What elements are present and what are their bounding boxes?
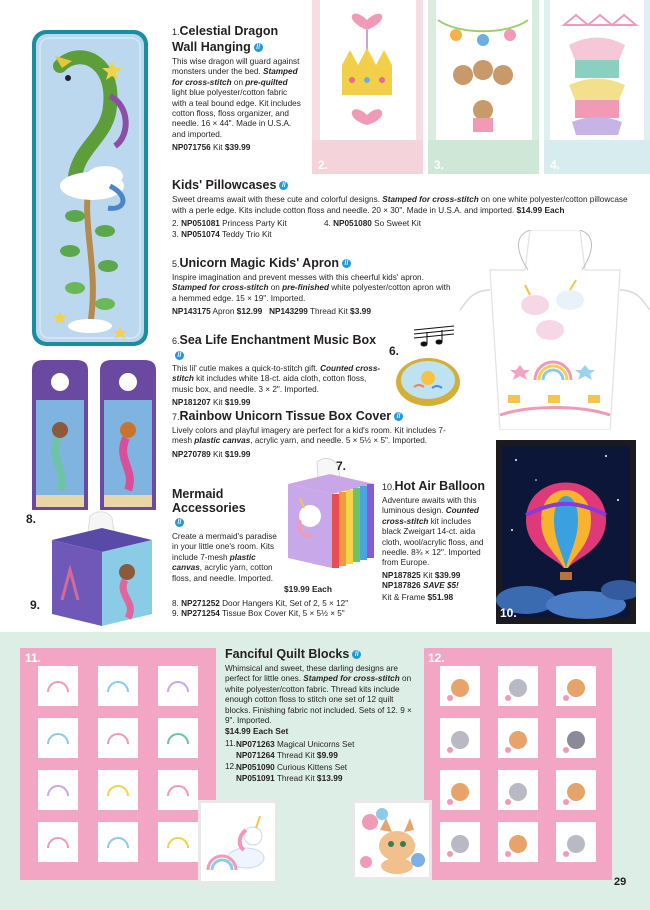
photo-label-11: 11. — [25, 651, 42, 665]
list-item: 4. NP051080 So Sweet Kit — [324, 218, 421, 228]
kitten-quilt-photo — [424, 648, 612, 880]
product-10-order: NP187825 Kit $39.99 NP187826 SAVE $5! Kit & Frame $51.98 — [382, 569, 461, 602]
product-10-block — [382, 479, 492, 603]
product-8-list — [172, 599, 382, 620]
mermaid-door-hangers-photo — [28, 360, 160, 520]
photo-label-10: 10. — [500, 606, 517, 620]
product-6-order: NP181207 Kit $19.99 — [172, 397, 251, 408]
product-8-title: Mermaid Accessories// — [172, 487, 246, 526]
product-5-desc: Inspire imagination and prevent messes with this cheerful kids' apron. Stamped for cross-stitch on pre-finished white polyester/cotton apron with a hemmed edge. 15 × 19". Imported. — [172, 273, 451, 303]
product-6-block — [172, 333, 384, 409]
photo-label-5: 5. — [463, 232, 474, 246]
new-badge-icon: // — [279, 181, 288, 190]
product-1-sku: NP071756 — [172, 143, 211, 153]
product-5-order: NP143175 Apron $12.99 NP143299 Thread Kit $3.99 — [172, 306, 371, 317]
page-number: 29 — [614, 876, 627, 888]
new-badge-icon: // — [254, 43, 263, 52]
product-2-title: Kids' Pillowcases // — [172, 178, 632, 192]
dragon-wall-hanging-photo — [20, 26, 158, 354]
product-10-desc: Adventure awaits with this luminous design. Counted cross-stitch kit includes black Zweigart 14-ct. aida cloth, wool/acrylic floss, and needle. 8¾ × 12". Imported from Europe. — [382, 496, 484, 568]
photo-label-4: 4. — [550, 158, 561, 172]
unicorn-quilt-photo — [20, 648, 216, 880]
music-box-photo — [384, 322, 464, 414]
new-badge-icon: // — [342, 259, 351, 268]
product-7-title: 7.Rainbow Unicorn Tissue Box Cover // — [172, 409, 464, 424]
pillowcase-photo-4 — [544, 0, 650, 174]
photo-label-8: 8. — [26, 512, 37, 526]
product-1-title-text: Celestial Dragon Wall Hanging — [172, 24, 279, 54]
product-7-block — [172, 409, 464, 460]
product-6-desc: This lil' cutie makes a quick-to-stitch gift. Counted cross-stitch kit includes white 18-ct. aida cloth, cotton floss, music box, and needle. 3 × 2". Imported. — [172, 364, 381, 394]
product-1-block — [172, 24, 302, 154]
product-11-price: $14.99 Each Set — [225, 726, 289, 737]
list-item: 11. NP071263 Magical Unicorns Set — [225, 738, 355, 749]
product-1-num: 1. — [172, 27, 180, 37]
product-11-title: Fanciful Quilt Blocks // — [225, 647, 417, 661]
product-1-desc: This wise dragon will guard against monsters under the bed. Stamped for cross-stitch on pre-quilted light blue polyester/cotton fabric with a teal bound edge. Kit includes cotton floss, floss organizer, and needle. 16 × 44". Made in U.S.A. and imported. — [172, 57, 301, 139]
photo-label-12: 12. — [428, 651, 445, 665]
hot-air-balloon-photo — [496, 440, 636, 624]
photo-label-3: 3. — [434, 158, 445, 172]
list-item: NP051091 Thread Kit $13.99 — [236, 773, 343, 784]
new-badge-icon: // — [175, 351, 184, 360]
list-item: 12. NP051090 Curious Kittens Set — [225, 761, 348, 772]
product-2-price: $14.99 Each — [516, 205, 565, 216]
list-item: 3. NP051074 Teddy Trio Kit — [172, 229, 272, 239]
product-7-desc: Lively colors and playful imagery are perfect for a kid's room. Kit includes 7-mesh plastic canvas, acrylic yarn, and needle. 5 × 5½ × 5". Imported. — [172, 426, 446, 446]
kitten-block-closeup-photo — [352, 800, 432, 880]
product-2-desc: Sweet dreams await with these cute and colorful designs. Stamped for cross-stitch on one white polyester/cotton pillowcase with a perle edge. Kits include cotton floss and needle. 20 × 30". Made in U.S.A. and imported. $14.99 Each — [172, 195, 628, 216]
list-item: NP071264 Thread Kit $9.99 — [236, 750, 338, 761]
product-8-price: $19.99 Each — [284, 584, 332, 594]
pillowcase-photo-3 — [428, 0, 539, 174]
list-item: 8. NP271252 Door Hangers Kit, Set of 2, 5 × 12" — [172, 599, 349, 608]
photo-label-2: 2. — [318, 158, 329, 172]
product-1-title — [172, 24, 302, 55]
photo-label-6: 6. — [389, 344, 400, 358]
product-6-title: 6.Sea Life Enchantment Music Box// — [172, 333, 377, 359]
product-7-order: NP270789 Kit $19.99 — [172, 448, 251, 459]
product-8-block — [172, 487, 382, 584]
list-item: 9. NP271254 Tissue Box Cover Kit, 5 × 5½ × 5" — [172, 609, 345, 619]
unicorn-block-closeup-photo — [198, 800, 278, 884]
pillowcase-photo-2 — [312, 0, 423, 174]
product-1-price: $39.99 — [224, 142, 251, 153]
photo-label-1: 1. — [146, 338, 157, 352]
list-item: 2. NP051081 Princess Party Kit — [172, 218, 287, 228]
photo-label-9: 9. — [30, 598, 41, 612]
product-8-desc: Create a mermaid's paradise in your little one's room. Kits include 7-mesh plastic canvas, acrylic yarn, cotton floss, and needle. Imported. — [172, 532, 277, 583]
new-badge-icon: // — [352, 650, 361, 659]
product-1-order — [172, 142, 302, 153]
apron-photo — [460, 230, 650, 430]
product-5-block — [172, 256, 456, 318]
product-11-desc: Whimsical and sweet, these darling designs are perfect for little ones. Stamped for cross-stitch on white polyester/cotton fabric. Thread kits include enough cotton floss to stitch one set of 12 quilt blocks. Finishing fabric not included. Sets of 12. 9 × 9". Imported. — [225, 664, 412, 726]
new-badge-icon: // — [175, 518, 184, 527]
new-badge-icon: // — [394, 412, 403, 421]
product-1-kit-label: Kit — [212, 143, 223, 153]
product-10-title: 10.Hot Air Balloon — [382, 479, 486, 493]
photo-label-7: 7. — [336, 459, 347, 473]
product-5-title: 5.Unicorn Magic Kids' Apron // — [172, 256, 456, 271]
mermaid-tissue-box-photo — [42, 510, 158, 628]
product-11-list — [225, 739, 417, 785]
product-11-block — [225, 647, 417, 784]
